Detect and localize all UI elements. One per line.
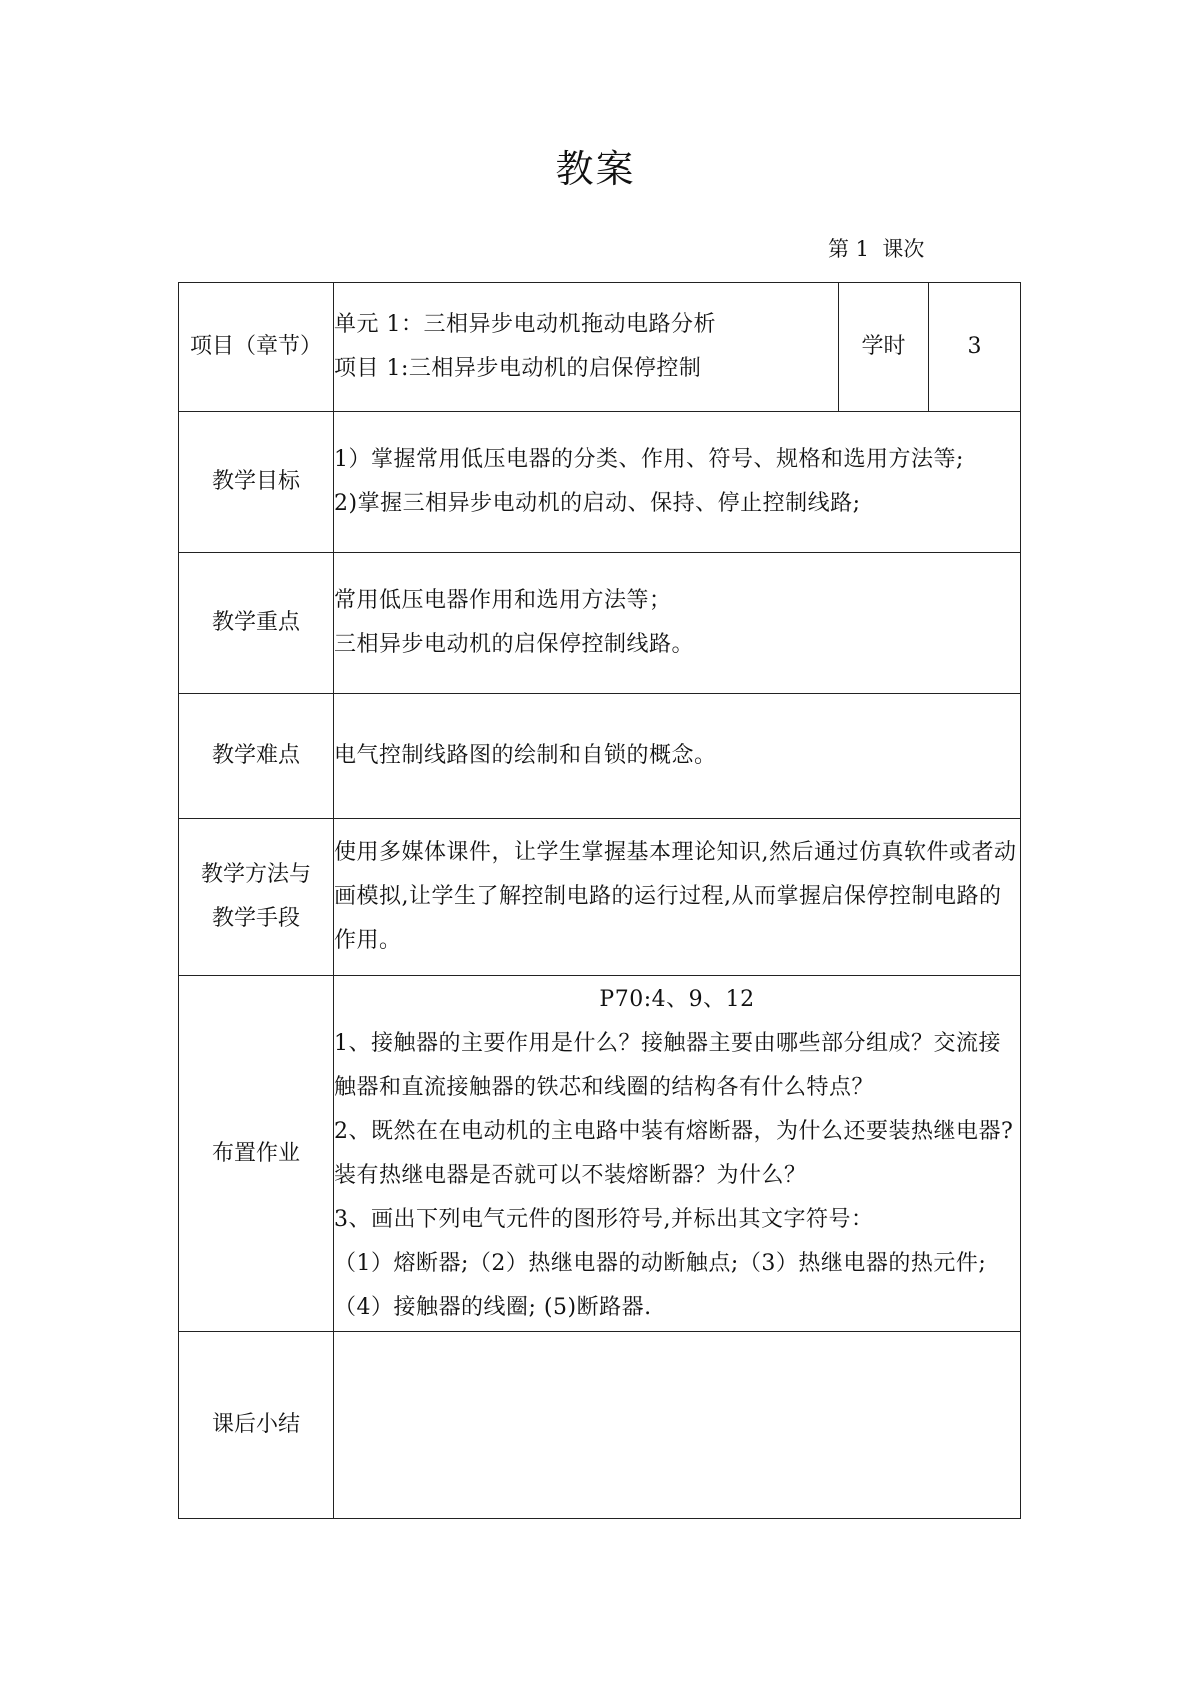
difficulties-content: 电气控制线路图的绘制和自锁的概念。 [334,694,1021,819]
row-objectives [179,412,1021,553]
summary-label: 课后小结 [179,1332,334,1519]
key-point-1: 常用低压电器作用和选用方法等； [334,588,672,613]
row-project [179,283,1021,412]
project-content [334,283,839,412]
project-unit: 单元 1：三相异步电动机拖动电路分析 [334,312,716,337]
project-item: 项目 1:三相异步电动机的启保停控制 [334,356,702,381]
homework-content [334,976,1021,1332]
page-title: 教案 [555,147,636,191]
project-label: 项目（章节） [179,283,334,412]
objective-2: 2)掌握三相异步电动机的启动、保持、停止控制线路; [334,491,861,516]
methods-label-line2: 教学手段 [211,906,300,931]
methods-label-line1: 教学方法与 [200,862,311,887]
homework-question-2: 2、既然在在电动机的主电路中装有熔断器，为什么还要装热继电器?装有热继电器是否就可以不装熔断器？为什么？ [334,1118,1014,1188]
hours-value: 3 [929,283,1021,412]
homework-question-3-items: （1）熔断器;（2）热继电器的动断触点;（3）热继电器的热元件;（4）接触器的线圈; (5)断路器. [334,1250,987,1320]
row-methods [179,819,1021,976]
lesson-number: 第 1 课次 [828,237,925,261]
homework-pages: P70:4、9、12 [599,986,755,1012]
key-point-2: 三相异步电动机的启保停控制线路。 [334,632,695,657]
difficulties-label: 教学难点 [179,694,334,819]
lesson-plan-table [178,282,1021,1519]
key-points-content [334,553,1021,694]
objectives-label: 教学目标 [179,412,334,553]
summary-content [334,1332,1021,1519]
homework-question-1: 1、接触器的主要作用是什么？接触器主要由哪些部分组成？交流接触器和直流接触器的铁芯和线圈的结构各有什么特点？ [334,1030,1001,1100]
row-difficulties [179,694,1021,819]
hours-label: 学时 [839,283,929,412]
objectives-content [334,412,1021,553]
row-summary [179,1332,1021,1519]
homework-question-3: 3、画出下列电气元件的图形符号,并标出其文字符号： [334,1206,874,1232]
row-homework [179,976,1021,1332]
objective-1: 1）掌握常用低压电器的分类、作用、符号、规格和选用方法等; [334,447,964,472]
homework-label: 布置作业 [179,976,334,1332]
methods-content: 使用多媒体课件，让学生掌握基本理论知识,然后通过仿真软件或者动画模拟,让学生了解控制电路的运行过程,从而掌握启保停控制电路的作用。 [334,819,1021,976]
methods-label [179,819,334,976]
key-points-label: 教学重点 [179,553,334,694]
row-key-points [179,553,1021,694]
